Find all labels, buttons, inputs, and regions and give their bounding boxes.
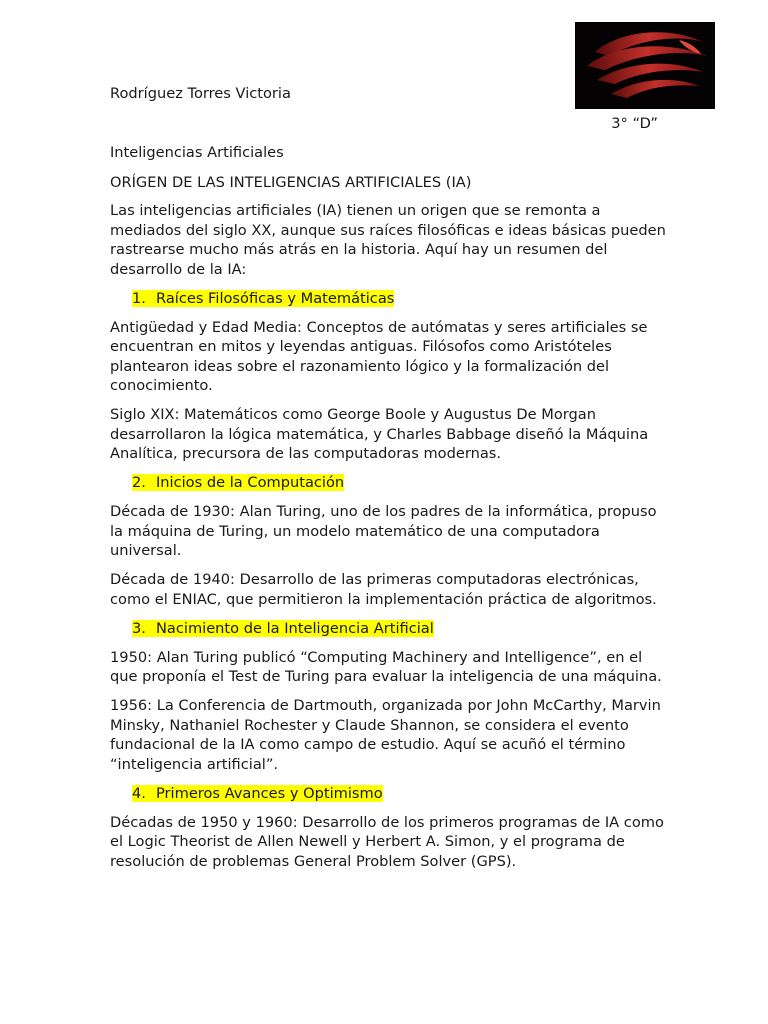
body-paragraph: 1956: La Conferencia de Dartmouth, organizada por John McCarthy, Marvin Minsky, Nathaniel Rochester y Claude Shannon, se considera el evento fundacional de la IA como campo de estudio. Aquí se acuñó el término “inteligencia artificial”. bbox=[110, 697, 661, 773]
grade-label: 3° “D” bbox=[611, 114, 658, 132]
section-heading-text: Primeros Avances y Optimismo bbox=[156, 784, 383, 802]
subject-title: Inteligencias Artificiales bbox=[110, 144, 284, 161]
document-page bbox=[110, 84, 670, 881]
author-name: Rodríguez Torres Victoria bbox=[110, 85, 291, 102]
body-paragraph: Décadas de 1950 y 1960: Desarrollo de los primeros programas de IA como el Logic Theorist de Allen Newell y Herbert A. Simon, y el programa de resolución de problemas General Problem Solver (GPS). bbox=[110, 813, 664, 870]
section-heading-3 bbox=[110, 619, 670, 639]
document-title: ORÍGEN DE LAS INTELIGENCIAS ARTIFICIALES (IA) bbox=[110, 173, 472, 191]
body-paragraph: Siglo XIX: Matemáticos como George Boole y Augustus De Morgan desarrollaron la lógica matemática, y Charles Babbage diseñó la Máquina Analítica, precursora de las computadoras modernas. bbox=[110, 406, 649, 462]
section-heading-2 bbox=[110, 473, 670, 493]
section-heading-1 bbox=[110, 289, 670, 309]
body-paragraph: Década de 1940: Desarrollo de las primeras computadoras electrónicas, como el ENIAC, que permitieron la implementación práctica de algoritmos. bbox=[110, 571, 657, 608]
intro-paragraph: Las inteligencias artificiales (IA) tienen un origen que se remonta a mediados del siglo XX, aunque sus raíces filosóficas e ideas básicas pueden rastrearse mucho más atrás en la historia. Aquí hay un resumen del desarrollo de la IA: bbox=[110, 202, 666, 278]
section-number: 1. bbox=[132, 289, 146, 307]
section-heading-text: Inicios de la Computación bbox=[156, 474, 345, 491]
body-paragraph: Década de 1930: Alan Turing, uno de los padres de la informática, propuso la máquina de Turing, un modelo matemático de una computadora universal. bbox=[110, 503, 657, 559]
section-heading-4 bbox=[110, 784, 670, 804]
body-paragraph: 1950: Alan Turing publicó “Computing Machinery and Intelligence”, en el que proponía el Test de Turing para evaluar la inteligencia de una máquina. bbox=[110, 648, 662, 685]
section-number: 4. bbox=[132, 784, 146, 802]
section-number: 2. bbox=[132, 474, 146, 491]
body-paragraph: Antigüedad y Edad Media: Conceptos de autómatas y seres artificiales se encuentran en mitos y leyendas antiguas. Filósofos como Aristóteles plantearon ideas sobre el razonamiento lógico y la formalización del conocimiento. bbox=[110, 318, 648, 394]
section-heading-text: Nacimiento de la Inteligencia Artificial bbox=[156, 619, 434, 637]
section-number: 3. bbox=[132, 619, 146, 637]
section-heading-text: Raíces Filosóficas y Matemáticas bbox=[156, 289, 395, 307]
